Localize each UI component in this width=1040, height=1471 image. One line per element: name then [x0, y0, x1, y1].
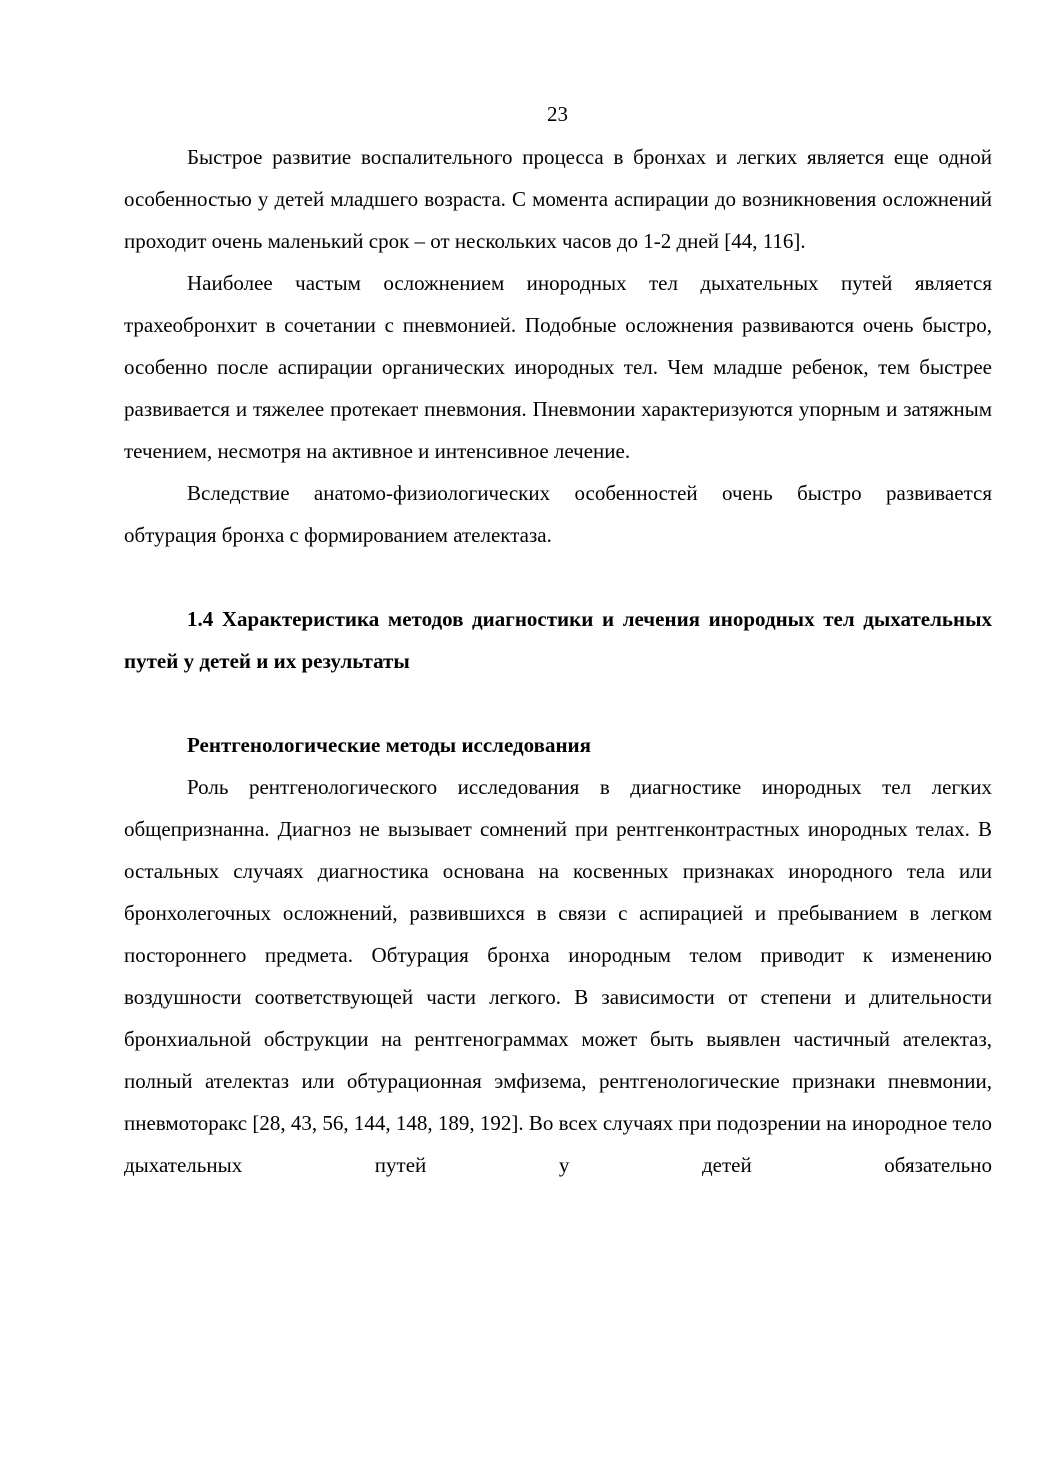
subsection-heading: Рентгенологические методы исследования: [187, 733, 592, 757]
paragraph-obturation: Вследствие анатомо-физиологических особенностей очень быстро развивается обтурация бронха с формированием ателектаза.: [124, 481, 992, 547]
paragraph-inflammation: Быстрое развитие воспалительного процесса в бронхах и легких является еще одной особенностью у детей младшего возраста. С момента аспирации до возникновения осложнений проходит очень маленький срок – от нескольких часов до 1-2 дней [44, 116].: [124, 145, 992, 253]
paragraph-radiology: Роль рентгенологического исследования в диагностике инородных тел легких общепризнанна. Диагноз не вызывает сомнений при рентгенконтрастных инородных телах. В остальных случаях диагностика основана на косвенных признаках инородного тела или бронхолегочных осложнений, развившихся в связи с аспирацией и пребыванием в легком постороннего предмета. Обтурация бронха инородным телом приводит к изменению воздушности соответствующей части легкого. В зависимости от степени и длительности бронхиальной обструкции на рентгенограммах может быть выявлен частичный ателектаз, полный ателектаз или обтурационная эмфизема, рентгенологические признаки пневмонии, пневмоторакс [28, 43, 56, 144, 148, 189, 192]. Во всех случаях при подозрении на инородное тело дыхательных путей у детей обязательно: [124, 775, 992, 1177]
paragraph-complications: Наиболее частым осложнением инородных тел дыхательных путей является трахеобронхит в сочетании с пневмонией. Подобные осложнения развиваются очень быстро, особенно после аспирации органических инородных тел. Чем младше ребенок, тем быстрее развивается и тяжелее протекает пневмония. Пневмонии характеризуются упорным и затяжным течением, несмотря на активное и интенсивное лечение.: [124, 271, 992, 463]
document-body: [124, 136, 992, 1186]
page-number: 23: [547, 102, 568, 126]
section-heading: 1.4 Характеристика методов диагностики и лечения инородных тел дыхательных путей у детей и их результаты: [124, 607, 992, 673]
